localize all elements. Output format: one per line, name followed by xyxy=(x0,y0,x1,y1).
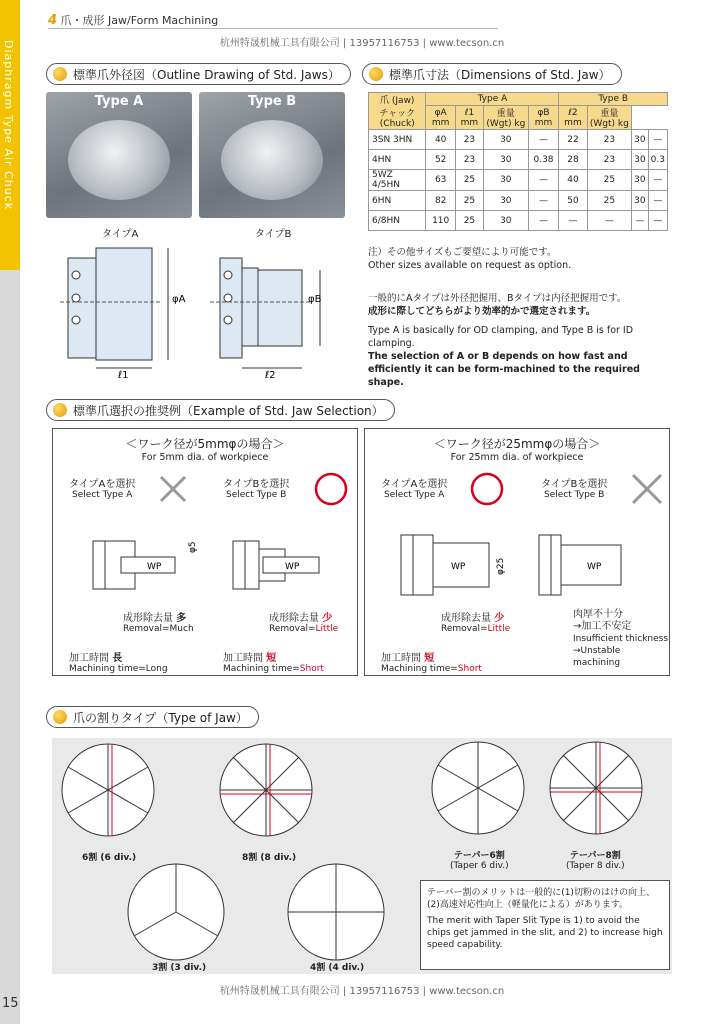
table-cell: 40 xyxy=(426,130,455,150)
table-cell: 5WZ 4/5HN xyxy=(369,170,426,191)
table-head-l2: ℓ2 mm xyxy=(559,106,587,130)
outline-drawings xyxy=(60,240,350,380)
caption-type-a: タイプA xyxy=(102,229,139,240)
table-head-type-a: Type A xyxy=(426,93,559,106)
label-l2: ℓ2 xyxy=(265,370,276,380)
table-cell: 30 xyxy=(483,170,528,191)
note-other-sizes: 注）その他サイズもご要望により可能です。 Other sizes available on request as option. xyxy=(368,247,572,271)
table-cell: 25 xyxy=(455,191,483,211)
right-diagrams xyxy=(365,469,671,619)
left-wp-a: WP xyxy=(147,562,162,572)
taper-merit-note: テーパー割のメリットは一般的に(1)切粉のはけの向上、 (2)高速対応性向上（軽量化による）があります。 The merit with Taper Slit Type is 1) to avoid the chips get jammed in the slit, and 2) to increase high speed capability. xyxy=(420,880,670,970)
photo-type-b-label: Type B xyxy=(247,94,297,109)
table-head-phi-b: φB mm xyxy=(528,106,559,130)
table-cell: 28 xyxy=(559,150,587,170)
label-6div: 6割 (6 div.) xyxy=(82,853,137,863)
table-row xyxy=(369,150,668,170)
label-taper8: テーパー8割 (Taper 8 div.) xyxy=(566,851,625,871)
table-head-phi-a: φA mm xyxy=(426,106,455,130)
table-cell: 0.38 xyxy=(528,150,559,170)
table-cell: 25 xyxy=(587,191,632,211)
table-row xyxy=(369,130,668,150)
bullet-icon xyxy=(369,67,383,81)
label-taper6: テーパー6割 (Taper 6 div.) xyxy=(450,851,509,871)
table-head-weight-b: 重量(Wgt) kg xyxy=(587,106,632,130)
table-cell: 0.3 xyxy=(648,150,667,170)
table-head-type-b: Type B xyxy=(559,93,668,106)
table-cell: 30 xyxy=(483,191,528,211)
sidebar xyxy=(0,0,20,1024)
table-head-l1: ℓ1 mm xyxy=(455,106,483,130)
right-title-en: For 25mm dia. of workpiece xyxy=(450,452,584,463)
label-8div: 8割 (8 div.) xyxy=(242,853,297,863)
right-b-warning: 肉厚不十分 →加工不安定 Insufficient thickness →Unstable machining xyxy=(573,609,669,668)
table-cell: 63 xyxy=(426,170,455,191)
circle-icon xyxy=(316,474,346,504)
table-row xyxy=(369,191,668,211)
table-cell: 23 xyxy=(587,130,632,150)
caption-type-b: タイプB xyxy=(255,229,292,240)
table-cell: — xyxy=(632,211,648,231)
left-option-b: タイプBを選択 Select Type B xyxy=(223,479,290,500)
table-cell: 4HN xyxy=(369,150,426,170)
chuck-image xyxy=(221,120,323,200)
table-cell: 23 xyxy=(455,150,483,170)
table-cell: — xyxy=(528,191,559,211)
right-a-removal: 成形除去量 少 Removal=Little xyxy=(441,613,511,634)
label-phi-a: φA xyxy=(172,294,186,305)
header-divider xyxy=(48,28,498,29)
photo-type-a-label: Type A xyxy=(94,94,144,109)
chuck-image xyxy=(68,120,170,200)
table-row xyxy=(369,211,668,231)
table-head-chuck-jaw: 爪 (Jaw) チャック (Chuck) xyxy=(369,93,426,130)
table-cell: 30 xyxy=(632,150,648,170)
right-wp-a: WP xyxy=(451,562,466,572)
table-cell: 40 xyxy=(559,170,587,191)
left-diagrams xyxy=(53,469,359,619)
table-cell: 23 xyxy=(587,150,632,170)
bullet-icon xyxy=(53,67,67,81)
dimensions-table xyxy=(368,92,668,231)
right-wp-b: WP xyxy=(587,562,602,572)
label-phi-b: φB xyxy=(308,294,322,305)
bullet-icon xyxy=(53,403,67,417)
right-option-b: タイプBを選択 Select Type B xyxy=(541,479,608,500)
table-cell: — xyxy=(648,211,667,231)
left-a-time: 加工時間 長 Machining time=Long xyxy=(69,653,168,674)
table-row xyxy=(369,170,668,191)
company-top: 杭州特晟机械工具有限公司 | 13957116753 | www.tecson.cn xyxy=(219,38,505,49)
table-cell: — xyxy=(648,170,667,191)
left-title-jp: ＜ワーク径が5mmφの場合＞ xyxy=(125,437,285,451)
section-selection-heading: 標準爪選択の推奨例（Example of Std. Jaw Selection） xyxy=(46,399,395,421)
label-3div: 3割 (3 div.) xyxy=(152,963,207,973)
table-cell: 6HN xyxy=(369,191,426,211)
table-cell: 25 xyxy=(587,170,632,191)
company-bottom: 杭州特晟机械工具有限公司 | 13957116753 | www.tecson.cn xyxy=(219,986,505,997)
page-number: 15 xyxy=(2,996,19,1011)
bullet-icon xyxy=(53,710,67,724)
table-cell: 6/8HN xyxy=(369,211,426,231)
header-title-jp: 爪・成形 xyxy=(60,14,105,27)
table-cell: — xyxy=(528,130,559,150)
label-4div: 4割 (4 div.) xyxy=(310,963,365,973)
table-cell: 110 xyxy=(426,211,455,231)
right-dim: φ25 xyxy=(496,557,506,575)
right-title-jp: ＜ワーク径が25mmφの場合＞ xyxy=(433,437,601,451)
table-cell: 3SN 3HN xyxy=(369,130,426,150)
photo-type-b xyxy=(199,92,345,218)
table-cell: 30 xyxy=(483,150,528,170)
table-cell: — xyxy=(528,211,559,231)
table-cell: — xyxy=(648,130,667,150)
right-option-a: タイプAを選択 Select Type A xyxy=(381,479,448,500)
table-cell: 30 xyxy=(483,211,528,231)
note-type-usage: 一般的にAタイプは外径把握用、Bタイプは内径把握用です。 成形に際してどちらがより効率的かで選定されます。 Type A is basically for OD clamping, and Type B is for ID clamping. The selection of A or B depends on how fast and efficiently it can be form-machined to the required shape. xyxy=(368,293,640,388)
table-cell: 82 xyxy=(426,191,455,211)
section-dimensions-heading: 標準爪寸法（Dimensions of Std. Jaw） xyxy=(362,63,622,85)
table-cell: 25 xyxy=(455,211,483,231)
section-outline-heading: 標準爪外径図（Outline Drawing of Std. Jaws） xyxy=(46,63,351,85)
table-cell: — xyxy=(559,211,587,231)
table-cell: 30 xyxy=(483,130,528,150)
table-cell: — xyxy=(648,191,667,211)
right-a-time: 加工時間 短 Machining time=Short xyxy=(381,653,482,674)
left-title-en: For 5mm dia. of workpiece xyxy=(141,452,269,463)
page-header xyxy=(48,12,218,28)
table-head-weight-a: 重量(Wgt) kg xyxy=(483,106,528,130)
table-cell: 50 xyxy=(559,191,587,211)
left-dim: φ5 xyxy=(188,541,198,553)
left-wp-b: WP xyxy=(285,562,300,572)
table-cell: 52 xyxy=(426,150,455,170)
selection-right-panel xyxy=(364,428,670,676)
left-b-removal: 成形除去量 少 Removal=Little xyxy=(269,613,339,634)
section-number: 4 xyxy=(48,13,58,28)
table-cell: 30 xyxy=(632,130,648,150)
left-a-removal: 成形除去量 多 Removal=Much xyxy=(123,613,194,634)
left-option-a: タイプAを選択 Select Type A xyxy=(69,479,136,500)
label-l1: ℓ1 xyxy=(118,370,129,380)
section-jaw-type-heading: 爪の割りタイプ（Type of Jaw） xyxy=(46,706,259,728)
photo-type-a xyxy=(46,92,192,218)
table-cell: — xyxy=(528,170,559,191)
circle-icon xyxy=(472,474,502,504)
left-b-time: 加工時間 短 Machining time=Short xyxy=(223,653,324,674)
header-title-en: Jaw/Form Machining xyxy=(108,14,219,27)
table-cell: 25 xyxy=(455,170,483,191)
table-cell: 22 xyxy=(559,130,587,150)
table-cell: 30 xyxy=(632,191,648,211)
sidebar-vertical-title: Diaphragm Type Air Chuck xyxy=(2,40,15,211)
table-cell: 23 xyxy=(455,130,483,150)
table-cell: — xyxy=(587,211,632,231)
table-cell: 30 xyxy=(632,170,648,191)
selection-left-panel xyxy=(52,428,358,676)
